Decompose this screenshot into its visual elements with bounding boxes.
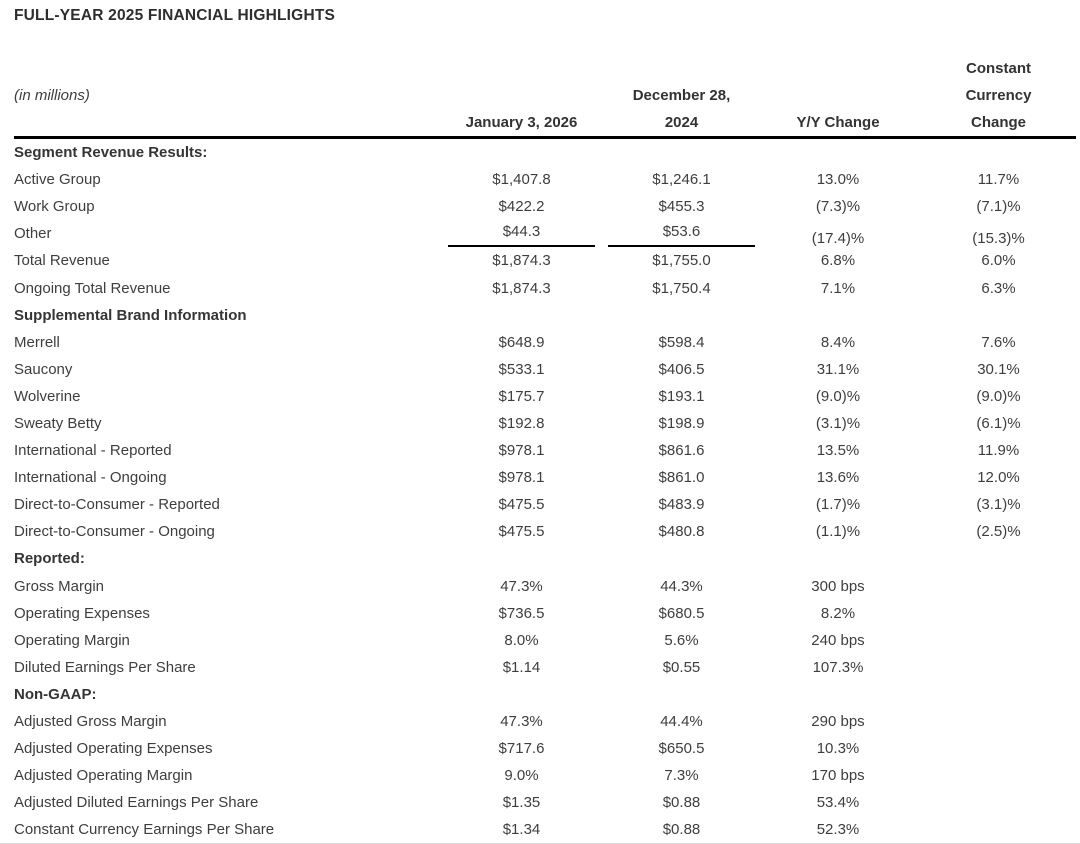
row-label: Direct-to-Consumer - Reported (14, 496, 220, 514)
value-prior-year: $680.5 (658, 604, 705, 622)
page-title: FULL-YEAR 2025 FINANCIAL HIGHLIGHTS (14, 7, 336, 24)
value-current-year: 9.0% (504, 767, 539, 785)
value-prior-year: $0.88 (662, 794, 701, 812)
table-row (14, 654, 1076, 681)
value-yy-change: 8.4% (820, 333, 856, 351)
value-prior-year: 5.6% (664, 631, 699, 649)
value-yy-change: (9.0)% (815, 387, 861, 405)
value-prior-year: $406.5 (658, 360, 705, 378)
value-current-year: $978.1 (498, 442, 545, 460)
table-header (14, 55, 1076, 139)
value-yy-change: 170 bps (811, 767, 865, 785)
table-row (14, 789, 1076, 816)
value-current-year: $192.8 (498, 414, 545, 432)
value-prior-year: 7.3% (664, 767, 699, 785)
row-label: Ongoing Total Revenue (14, 279, 171, 297)
row-label: Merrell (14, 333, 60, 351)
table-row (14, 274, 1076, 301)
header-unit-label: (in millions) (14, 87, 90, 104)
value-prior-year: 44.3% (660, 577, 703, 595)
value-current-year: $422.2 (498, 198, 545, 216)
table-row (14, 518, 1076, 545)
value-cc-change: (2.5)% (976, 523, 1021, 541)
row-label: Adjusted Gross Margin (14, 713, 167, 731)
table-row (14, 220, 1076, 247)
value-prior-year: $480.8 (658, 523, 705, 541)
table-row (14, 600, 1076, 627)
row-label: Gross Margin (14, 577, 105, 595)
value-prior-year: $198.9 (658, 414, 705, 432)
table-row (14, 708, 1076, 735)
table-row (14, 816, 1076, 843)
value-yy-change: (3.1)% (815, 414, 861, 432)
table-row (14, 437, 1076, 464)
value-current-year: $717.6 (498, 740, 545, 758)
row-label: Operating Margin (14, 631, 130, 649)
value-prior-year: $861.6 (658, 442, 705, 460)
table-row (14, 573, 1076, 600)
table-row (14, 166, 1076, 193)
value-cc-change (921, 627, 1076, 654)
value-yy-change: 290 bps (811, 713, 865, 731)
row-label: Direct-to-Consumer - Ongoing (14, 523, 215, 541)
value-current-year: $175.7 (498, 387, 545, 405)
value-current-year: $1,874.3 (492, 252, 551, 270)
value-current-year: $648.9 (498, 333, 545, 351)
row-label: International - Reported (14, 442, 172, 460)
table-row (14, 193, 1076, 220)
value-cc-change (921, 654, 1076, 681)
row-label: Adjusted Diluted Earnings Per Share (14, 794, 259, 812)
table-row (14, 627, 1076, 654)
row-label: Work Group (14, 198, 95, 216)
value-prior-year: $0.88 (662, 821, 701, 839)
value-current-year: $1.34 (502, 821, 541, 839)
value-yy-change: (7.3)% (815, 198, 861, 216)
value-yy-change: (17.4)% (811, 230, 865, 248)
section-label: Segment Revenue Results: (14, 144, 208, 162)
row-label: Active Group (14, 171, 101, 189)
value-yy-change: 53.4% (816, 794, 860, 812)
section-label: Supplemental Brand Information (14, 306, 247, 324)
table-row (14, 383, 1076, 410)
value-cc-change: 7.6% (981, 333, 1016, 351)
value-prior-year: $455.3 (658, 198, 705, 216)
value-current-year: $1.14 (502, 658, 541, 676)
value-prior-year: $861.0 (658, 469, 705, 487)
value-prior-year: $1,246.1 (652, 171, 711, 189)
value-prior-year: $1,750.4 (652, 279, 711, 297)
value-cc-change: (15.3)% (972, 230, 1025, 248)
header-col-constant-currency: Constant Currency Change (965, 60, 1032, 131)
value-current-year: $978.1 (498, 469, 545, 487)
table-row (14, 329, 1076, 356)
table-row (14, 356, 1076, 383)
value-current-year: $533.1 (498, 360, 545, 378)
value-prior-year: $0.55 (662, 658, 701, 676)
row-label: Operating Expenses (14, 604, 150, 622)
row-label: Saucony (14, 360, 73, 378)
table-row (14, 735, 1076, 762)
value-prior-year: $53.6 (608, 220, 755, 247)
value-prior-year: $650.5 (658, 740, 705, 758)
value-yy-change: 13.6% (816, 469, 860, 487)
header-col-yy-change: Y/Y Change (796, 114, 880, 131)
value-prior-year: $483.9 (658, 496, 705, 514)
row-label: Adjusted Operating Margin (14, 767, 193, 785)
value-prior-year: $598.4 (658, 333, 705, 351)
value-cc-change: 30.1% (977, 360, 1020, 378)
row-label: Sweaty Betty (14, 414, 102, 432)
table-row (14, 491, 1076, 518)
value-current-year: $475.5 (498, 523, 545, 541)
value-cc-change: 12.0% (977, 469, 1020, 487)
value-cc-change (921, 789, 1076, 816)
value-current-year: $475.5 (498, 496, 545, 514)
header-col-prior-year: December 28, 2024 (632, 87, 731, 131)
value-cc-change: 6.0% (981, 252, 1016, 270)
value-cc-change: 6.3% (981, 279, 1016, 297)
value-current-year: $736.5 (498, 604, 545, 622)
section-row (14, 302, 1076, 329)
value-cc-change (921, 735, 1076, 762)
value-current-year: 47.3% (500, 713, 543, 731)
header-col-current-year: January 3, 2026 (465, 114, 578, 131)
value-current-year: $44.3 (448, 220, 595, 247)
value-prior-year: 44.4% (660, 713, 703, 731)
value-cc-change: 11.9% (977, 442, 1020, 460)
value-yy-change: 300 bps (811, 577, 865, 595)
table-body (14, 139, 1076, 843)
value-cc-change: (3.1)% (976, 496, 1021, 514)
value-yy-change: 13.0% (816, 171, 860, 189)
table-row (14, 410, 1076, 437)
value-current-year: 47.3% (500, 577, 543, 595)
value-yy-change: 8.2% (820, 604, 856, 622)
value-yy-change: 52.3% (816, 821, 860, 839)
section-row (14, 545, 1076, 572)
row-label: Diluted Earnings Per Share (14, 658, 196, 676)
value-current-year: $1.35 (502, 794, 541, 812)
table-row (14, 762, 1076, 789)
section-row (14, 139, 1076, 166)
value-yy-change: (1.7)% (815, 496, 861, 514)
row-label: Other (14, 225, 52, 243)
section-row (14, 681, 1076, 708)
value-yy-change: 6.8% (820, 252, 856, 270)
value-cc-change: (9.0)% (976, 387, 1021, 405)
value-yy-change: (1.1)% (815, 523, 861, 541)
value-cc-change: (6.1)% (976, 414, 1021, 432)
table-row (14, 464, 1076, 491)
value-cc-change (921, 708, 1076, 735)
row-label: International - Ongoing (14, 469, 167, 487)
value-prior-year: $193.1 (658, 387, 705, 405)
value-yy-change: 10.3% (816, 740, 860, 758)
value-cc-change (921, 573, 1076, 600)
value-current-year: 8.0% (504, 631, 539, 649)
value-current-year: $1,407.8 (492, 171, 551, 189)
financial-table (14, 55, 1076, 843)
value-cc-change: (7.1)% (976, 198, 1021, 216)
value-yy-change: 240 bps (811, 631, 865, 649)
section-label: Reported: (14, 550, 85, 568)
value-current-year: $1,874.3 (492, 279, 551, 297)
row-label: Adjusted Operating Expenses (14, 740, 213, 758)
value-cc-change (921, 816, 1076, 843)
row-label: Constant Currency Earnings Per Share (14, 821, 275, 839)
value-yy-change: 107.3% (812, 658, 864, 676)
value-cc-change (921, 600, 1076, 627)
row-label: Wolverine (14, 387, 81, 405)
value-yy-change: 7.1% (820, 279, 856, 297)
value-yy-change: 31.1% (816, 360, 860, 378)
value-yy-change: 13.5% (816, 442, 860, 460)
value-cc-change (921, 762, 1076, 789)
section-label: Non-GAAP: (14, 685, 97, 703)
value-cc-change: 11.7% (977, 171, 1020, 189)
value-prior-year: $1,755.0 (652, 252, 711, 270)
row-label: Total Revenue (14, 252, 110, 270)
